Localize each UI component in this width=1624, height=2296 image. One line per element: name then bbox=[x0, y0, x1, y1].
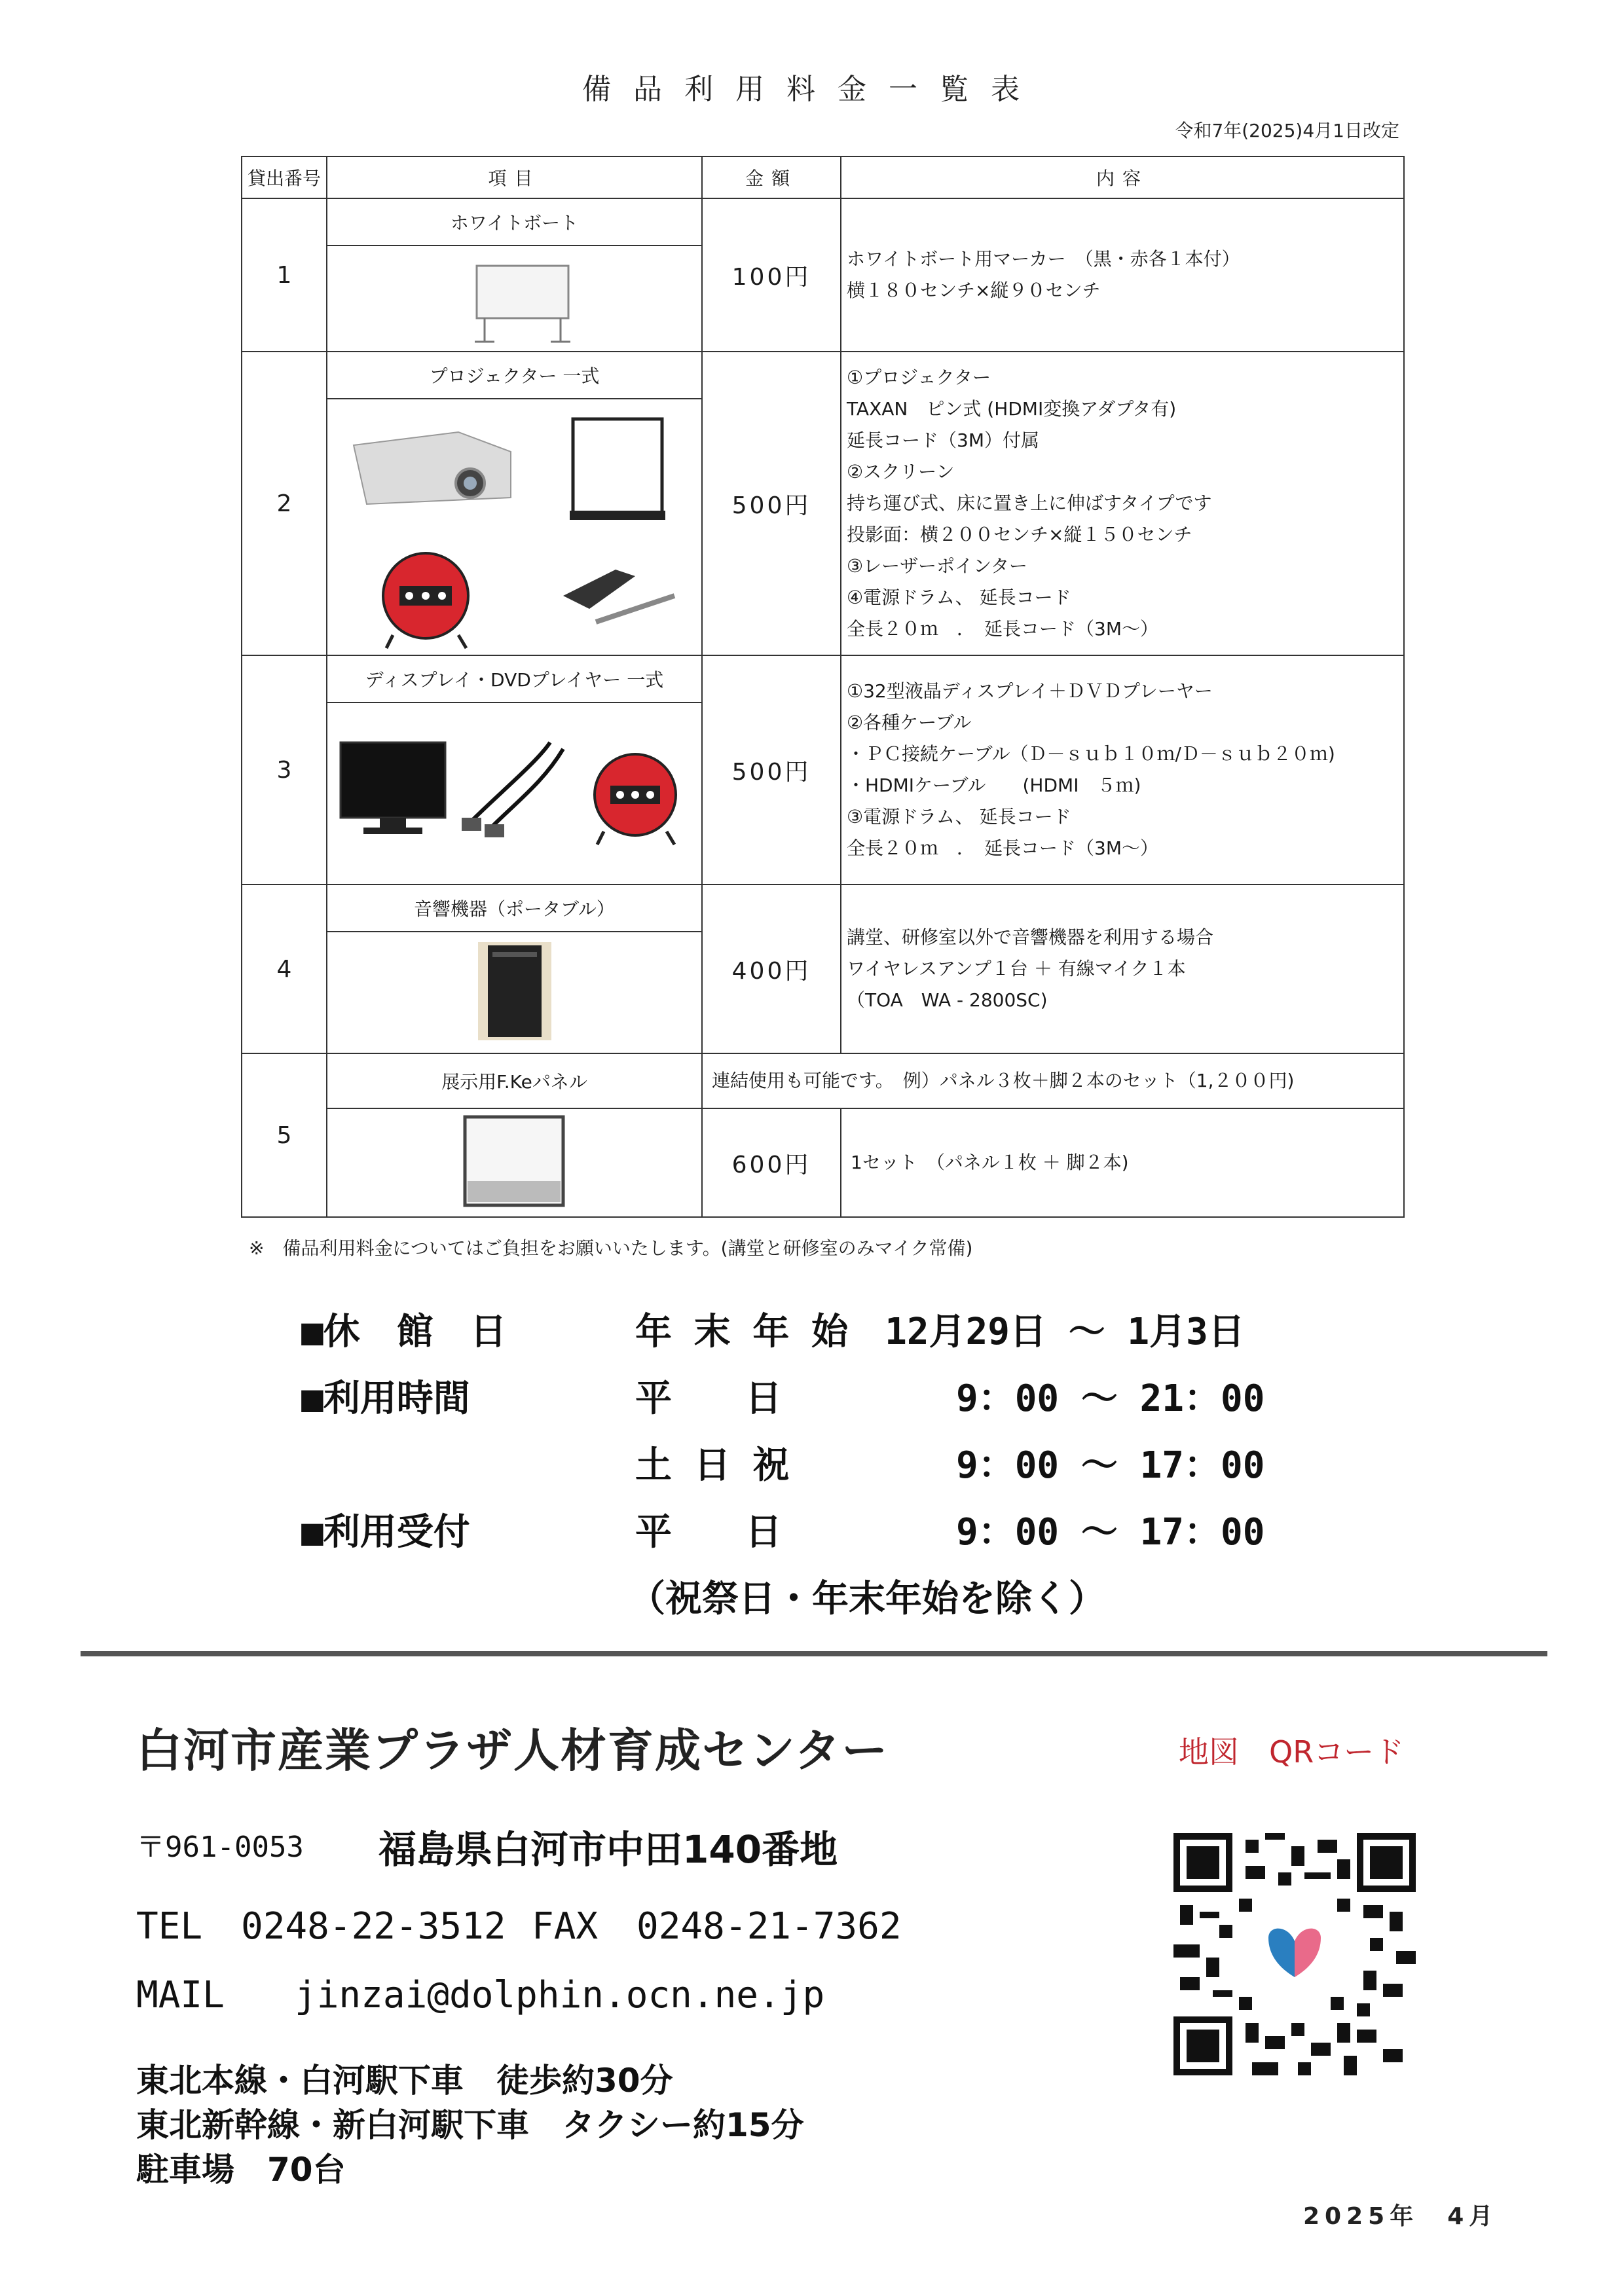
footer-date: 2025年 4月 bbox=[1303, 2203, 1498, 2230]
use-hours-label: ■利用時間 bbox=[301, 1377, 470, 1420]
detail-line: 全長２０ｍ ． 延長コード（3M～） bbox=[847, 837, 1158, 859]
detail-line: ワイヤレスアンプ１台 ＋ 有線マイク１本 bbox=[847, 958, 1186, 979]
table-header-row bbox=[242, 156, 1404, 198]
item-extra-note: 連結使用も可能です。 例）パネル３枚＋脚２本のセット（1,２００円) bbox=[702, 1053, 1404, 1108]
row-number: 1 bbox=[242, 198, 327, 352]
table-row bbox=[242, 1053, 1404, 1108]
projector-set-photos bbox=[327, 399, 703, 652]
detail-line: 1セット （パネル１枚 ＋ 脚２本) bbox=[851, 1152, 1129, 1173]
postal-code: 〒961-0053 bbox=[136, 1831, 304, 1864]
speaker-icon bbox=[327, 932, 703, 1050]
rates-table bbox=[241, 156, 1405, 1218]
cable-reel-icon bbox=[383, 553, 468, 648]
weekday-label: 平 日 bbox=[635, 1377, 782, 1420]
detail-line: ②各種ケーブル bbox=[847, 712, 972, 733]
reception-hours: 9：00 ～ 17：00 bbox=[956, 1511, 1265, 1554]
qr-code-icon[interactable] bbox=[1173, 1833, 1416, 2075]
detail-line: 延長コード（3M）付属 bbox=[847, 429, 1039, 451]
item-name: ホワイトボート bbox=[327, 198, 702, 246]
detail-line: ・HDMIケーブル (HDMI ５ｍ) bbox=[847, 774, 1141, 796]
display-set-photos bbox=[327, 703, 703, 881]
parking-info: 駐車場 70台 bbox=[136, 2151, 346, 2189]
panel-icon bbox=[327, 1109, 703, 1214]
detail-line: 横１８０センチ×縦９０センチ bbox=[847, 280, 1101, 301]
item-photo bbox=[327, 702, 702, 884]
detail-line: ③レーザーポインター bbox=[847, 555, 1027, 577]
item-details bbox=[841, 655, 1404, 884]
item-photo bbox=[327, 932, 702, 1053]
reception-day: 平 日 bbox=[635, 1511, 782, 1554]
tel-label: TEL bbox=[136, 1905, 203, 1948]
item-details bbox=[841, 884, 1404, 1053]
item-name: 音響機器（ポータブル） bbox=[327, 884, 702, 932]
detail-line: TAXAN ピン式 (HDMI変換アダプタ有) bbox=[847, 398, 1177, 420]
item-price: 500円 bbox=[702, 655, 841, 884]
table-row bbox=[242, 884, 1404, 932]
screen-icon bbox=[570, 419, 665, 520]
detail-line: ホワイトボート用マーカー （黒・赤各１本付） bbox=[847, 248, 1240, 270]
detail-line: ②スクリーン bbox=[847, 461, 955, 483]
col-header-details: 内容 bbox=[841, 156, 1404, 198]
closed-days-value: 年 末 年 始 12月29日 ～ 1月3日 bbox=[635, 1311, 1245, 1353]
table-row bbox=[242, 352, 1404, 399]
row-number: 2 bbox=[242, 352, 327, 655]
item-name: ディスプレイ・DVDプレイヤー 一式 bbox=[327, 655, 702, 702]
fax-label: FAX bbox=[532, 1905, 599, 1948]
projector-icon bbox=[354, 432, 511, 504]
cable-reel-icon bbox=[595, 754, 676, 845]
access-line-1: 東北本線・白河駅下車 徒歩約30分 bbox=[136, 2062, 673, 2100]
row-number: 4 bbox=[242, 884, 327, 1053]
table-note: ※ 備品利用料金についてはご負担をお願いいたします。(講堂と研修室のみマイク常備) bbox=[249, 1237, 973, 1259]
col-header-item: 項目 bbox=[327, 156, 702, 198]
item-price: 400円 bbox=[702, 884, 841, 1053]
weekend-label: 土 日 祝 bbox=[635, 1444, 790, 1487]
divider bbox=[81, 1651, 1547, 1656]
map-qr-label: 地図 QRコード bbox=[1179, 1734, 1405, 1770]
org-name: 白河市産業プラザ人材育成センター bbox=[136, 1724, 889, 1777]
item-details bbox=[841, 1108, 1404, 1217]
access-line-2: 東北新幹線・新白河駅下車 タクシー約15分 bbox=[136, 2106, 804, 2144]
table-row bbox=[242, 655, 1404, 702]
weekday-hours: 9：00 ～ 21：00 bbox=[956, 1377, 1265, 1420]
item-price: 100円 bbox=[702, 198, 841, 352]
cable-icon bbox=[462, 742, 563, 837]
mail-address: jinzai@dolphin.ocn.ne.jp bbox=[295, 1974, 825, 2016]
revision-date: 令和7年(2025)4月1日改定 bbox=[1175, 120, 1399, 141]
whiteboard-icon bbox=[327, 246, 703, 348]
detail-line: （TOA WA - 2800SC) bbox=[847, 989, 1048, 1011]
item-price: 600円 bbox=[702, 1108, 841, 1217]
closed-days-label: ■休 館 日 bbox=[301, 1311, 507, 1353]
address: 福島県白河市中田140番地 bbox=[378, 1827, 838, 1872]
item-photo bbox=[327, 399, 702, 655]
item-details bbox=[841, 198, 1404, 352]
laser-pointer-icon bbox=[563, 570, 674, 622]
detail-line: 全長２０ｍ ． 延長コード（3M～） bbox=[847, 618, 1158, 640]
detail-line: ③電源ドラム、 延長コード bbox=[847, 806, 1071, 828]
mail-label: MAIL bbox=[136, 1974, 225, 2016]
col-header-price: 金額 bbox=[702, 156, 841, 198]
item-photo bbox=[327, 1108, 702, 1217]
item-details bbox=[841, 352, 1404, 655]
weekend-hours: 9：00 ～ 17：00 bbox=[956, 1444, 1265, 1487]
detail-line: ①プロジェクター bbox=[847, 367, 991, 388]
item-photo bbox=[327, 246, 702, 352]
detail-line: ④電源ドラム、 延長コード bbox=[847, 587, 1071, 608]
reception-label: ■利用受付 bbox=[301, 1511, 470, 1554]
table-row bbox=[242, 198, 1404, 246]
row-number: 5 bbox=[242, 1053, 327, 1217]
detail-line: ・ＰＣ接続ケーブル（Ｄ－ｓｕｂ１０ｍ/Ｄ－ｓｕｂ２０ｍ) bbox=[847, 743, 1335, 765]
reception-note: （祝祭日・年末年始を除く） bbox=[629, 1578, 1105, 1620]
detail-line: 講堂、研修室以外で音響機器を利用する場合 bbox=[847, 926, 1214, 948]
item-name: プロジェクター 一式 bbox=[327, 352, 702, 399]
tel-number: 0248-22-3512 bbox=[241, 1905, 506, 1948]
row-number: 3 bbox=[242, 655, 327, 884]
detail-line: 投影面：横２００センチ×縦１５０センチ bbox=[847, 524, 1192, 545]
detail-line: 持ち運び式、床に置き上に伸ばすタイプです bbox=[847, 492, 1212, 514]
detail-line: ①32型液晶ディスプレイ＋ＤＶＤプレーヤー bbox=[847, 680, 1213, 702]
item-name: 展示用F.Keパネル bbox=[327, 1053, 702, 1108]
col-header-no: 貸出番号 bbox=[242, 156, 327, 198]
item-price: 500円 bbox=[702, 352, 841, 655]
display-icon bbox=[341, 742, 445, 834]
fax-number: 0248-21-7362 bbox=[637, 1905, 902, 1948]
page-title: 備品利用料金一覧表 bbox=[582, 73, 1042, 106]
